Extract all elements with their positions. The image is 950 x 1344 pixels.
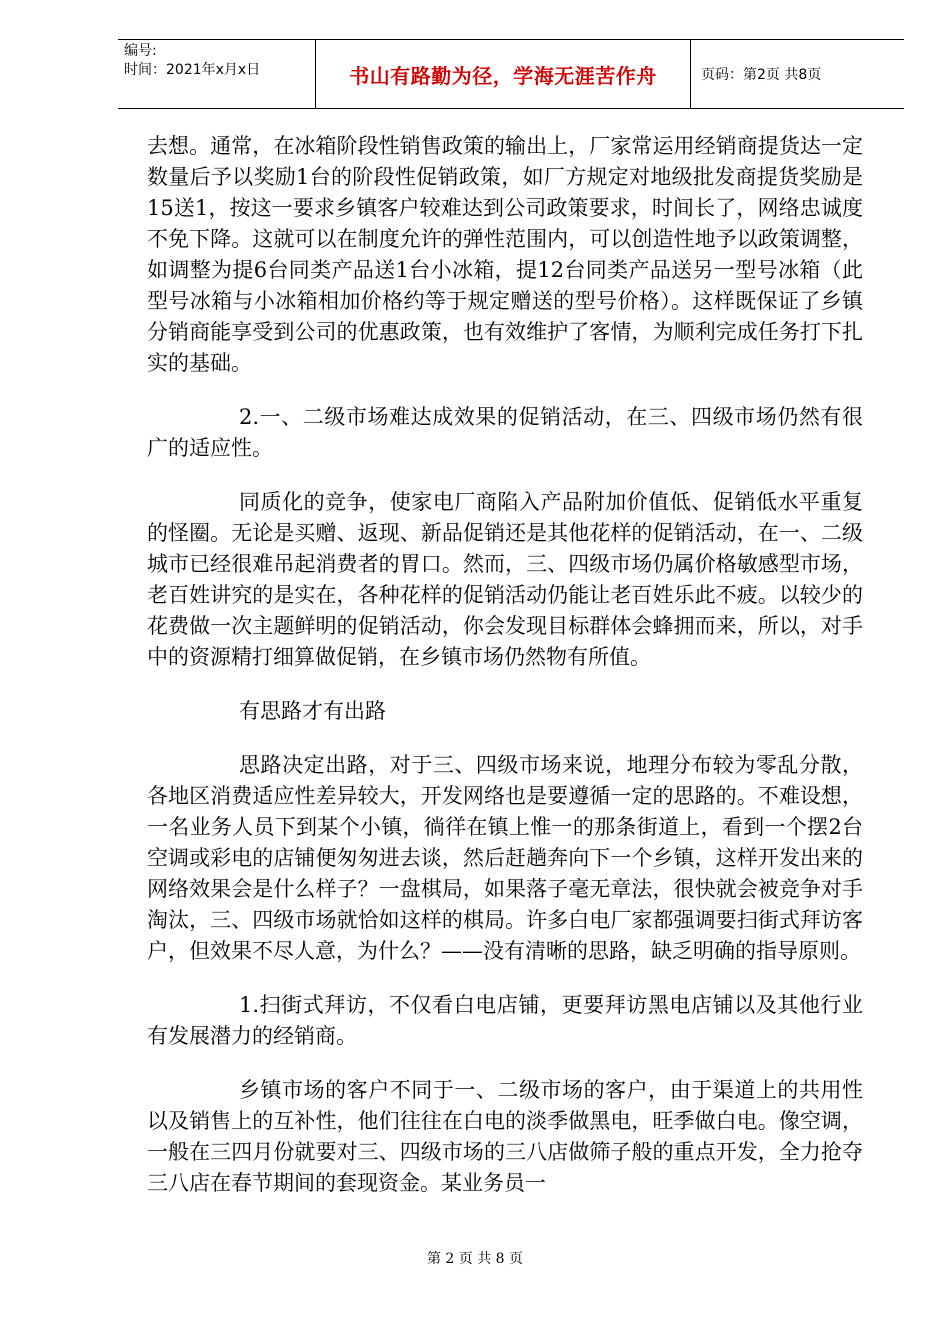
paragraph: 有思路才有出路 — [239, 699, 386, 723]
document-time-label: 时间：2021年x月x日 — [124, 62, 261, 78]
header-meta — [118, 40, 315, 108]
paragraph: 去想。通常，在冰箱阶段性销售政策的输出上，厂家常运用经销商提货达一定数量后予以奖励1台的阶段性促销政策，如厂方规定对地级批发商提货奖励是15送1，按这一要求乡镇客户较难达到公司政策要求，时间长了，网络忠诚度不免下降。这就可以在制度允许的弹性范围内，可以创造性地予以政策调整，如调整为提6台同类产品送1台小冰箱，提12台同类产品送另一型号冰箱（此型号冰箱与小冰箱相加价格约等于规定赠送的型号价格）。这样既保证了乡镇分销商能享受到公司的优惠政策，也有效维护了客情，为顺利完成任务打下扎实的基础。 — [147, 134, 863, 375]
paragraph: 思路决定出路，对于三、四级市场来说，地理分布较为零乱分散，各地区消费适应性差异较大，开发网络也是要遵循一定的思路的。不难设想，一名业务人员下到某个小镇，徜徉在镇上惟一的那条街道上，看到一个摆2台空调或彩电的店铺便匆匆进去谈，然后赶趟奔向下一个乡镇，这样开发出来的网络效果会是什么样子？一盘棋局，如果落子毫无章法，很快就会被竞争对手淘汰，三、四级市场就恰如这样的棋局。许多白电厂家都强调要扫街式拜访客户，但效果不尽人意，为什么？——没有清晰的思路，缺乏明确的指导原则。 — [147, 753, 863, 963]
document-code-label: 编号: — [124, 43, 157, 59]
document-body — [147, 131, 863, 1222]
paragraph: 1.扫街式拜访，不仅看白电店铺，更要拜访黑电店铺以及其他行业有发展潜力的经销商。 — [147, 993, 863, 1048]
paragraph: 同质化的竞争，使家电厂商陷入产品附加价值低、促销低水平重复的怪圈。无论是买赠、返现、新品促销还是其他花样的促销活动，在一、二级城市已经很难吊起消费者的胃口。然而，三、四级市场仍属价格敏感型市场，老百姓讲究的是实在，各种花样的促销活动仍能让老百姓乐此不疲。以较少的花费做一次主题鲜明的促销活动，你会发现目标群体会蜂拥而来，所以，对手中的资源精打细算做促销，在乡镇市场仍然物有所值。 — [147, 490, 863, 669]
header-motto: 书山有路勤为径，学海无涯苦作舟 — [315, 40, 691, 108]
page-footer: 第 2 页 共 8 页 — [426, 1251, 524, 1267]
page-header — [118, 39, 904, 109]
paragraph: 2.一、二级市场难达成效果的促销活动，在三、四级市场仍然有很广的适应性。 — [147, 405, 863, 460]
header-page-info: 页码：第2页 共8页 — [701, 67, 822, 83]
paragraph: 乡镇市场的客户不同于一、二级市场的客户，由于渠道上的共用性以及销售上的互补性，他们往往在白电的淡季做黑电，旺季做白电。像空调，一般在三四月份就要对三、四级市场的三八店做筛子般的重点开发，全力抢夺三八店在春节期间的套现资金。某业务员一 — [147, 1078, 863, 1195]
